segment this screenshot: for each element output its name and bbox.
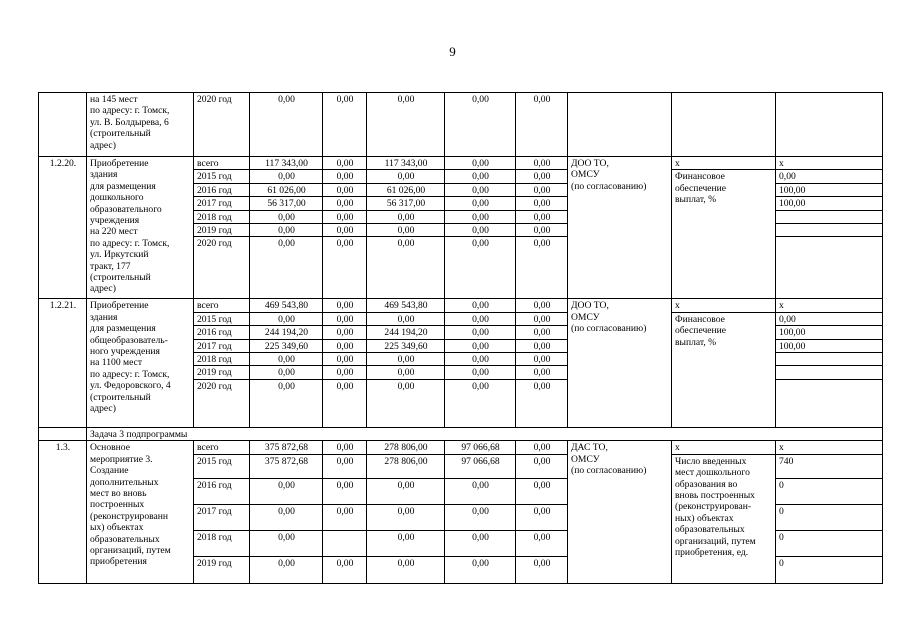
regional-cell: 0,00 <box>367 504 445 530</box>
page-number: 9 <box>449 44 456 59</box>
total-cell: 375 872,68 <box>250 441 323 454</box>
item-number-cell: 1.3. <box>39 441 87 583</box>
year-cell: 2019 год <box>194 224 250 237</box>
regional-cell: 0,00 <box>367 478 445 504</box>
total-cell: 0,00 <box>250 478 323 504</box>
federal-cell: 0,00 <box>323 224 367 237</box>
total-cell: 0,00 <box>250 210 323 223</box>
year-cell: всего <box>194 157 250 170</box>
year-cell: 2017 год <box>194 504 250 530</box>
year-cell: всего <box>194 441 250 454</box>
local-cell: 0,00 <box>445 339 516 352</box>
total-cell: 0,00 <box>250 366 323 379</box>
total-cell: 469 543,80 <box>250 299 323 312</box>
regional-cell: 225 349,60 <box>367 339 445 352</box>
item-number-cell: 1.2.21. <box>39 299 87 427</box>
year-cell: 2016 год <box>194 478 250 504</box>
local-cell: 0,00 <box>445 157 516 170</box>
local-cell: 0,00 <box>445 224 516 237</box>
indicator-cell: Финансовое обеспечение выплат, % <box>672 170 776 299</box>
total-cell: 0,00 <box>250 379 323 427</box>
total-cell: 244 194,20 <box>250 326 323 339</box>
item-name-cell: Приобретение здания для размещения дошкольного образовательного учреждения на 220 мест по адресу: г. Томск, ул. Иркутский тракт, 177 (строительный адрес) <box>87 157 194 299</box>
indicator-cell: Финансовое обеспечение выплат, % <box>672 312 776 427</box>
federal-cell: 0,00 <box>323 210 367 223</box>
task-title-cell: Задача 3 подпрограммы <box>87 427 883 440</box>
local-cell: 97 066,68 <box>445 454 516 478</box>
local-cell: 0,00 <box>445 93 516 157</box>
other-cell: 0,00 <box>516 237 568 299</box>
local-cell: 0,00 <box>445 326 516 339</box>
other-cell: 0,00 <box>516 197 568 210</box>
year-cell: 2020 год <box>194 237 250 299</box>
federal-cell: 0,00 <box>323 312 367 325</box>
local-cell: 0,00 <box>445 556 516 583</box>
regional-cell: 0,00 <box>367 556 445 583</box>
regional-cell: 0,00 <box>367 366 445 379</box>
other-cell: 0,00 <box>516 170 568 183</box>
year-cell: 2015 год <box>194 454 250 478</box>
table-row <box>39 157 883 170</box>
local-cell: 0,00 <box>445 366 516 379</box>
total-cell: 0,00 <box>250 93 323 157</box>
task-cell <box>39 427 87 440</box>
regional-cell: 117 343,00 <box>367 157 445 170</box>
target-cell <box>776 366 883 379</box>
year-cell: 2018 год <box>194 530 250 556</box>
year-cell: всего <box>194 299 250 312</box>
local-cell: 0,00 <box>445 237 516 299</box>
year-cell: 2019 год <box>194 556 250 583</box>
federal-cell: 0,00 <box>323 197 367 210</box>
local-cell: 0,00 <box>445 210 516 223</box>
regional-cell: 0,00 <box>367 210 445 223</box>
local-cell: 0,00 <box>445 504 516 530</box>
local-cell: 0,00 <box>445 478 516 504</box>
year-cell: 2020 год <box>194 379 250 427</box>
target-cell <box>776 210 883 223</box>
year-cell: 2019 год <box>194 366 250 379</box>
regional-cell: 0,00 <box>367 224 445 237</box>
target-cell: 740 <box>776 454 883 478</box>
federal-cell: 0,00 <box>323 183 367 196</box>
local-cell: 97 066,68 <box>445 441 516 454</box>
other-cell: 0,00 <box>516 224 568 237</box>
other-cell: 0,00 <box>516 183 568 196</box>
target-cell: x <box>776 157 883 170</box>
program-table <box>38 92 883 584</box>
year-cell: 2017 год <box>194 197 250 210</box>
executor-cell <box>568 93 672 157</box>
year-cell: 2018 год <box>194 353 250 366</box>
federal-cell <box>323 530 367 556</box>
total-cell: 0,00 <box>250 237 323 299</box>
other-cell: 0,00 <box>516 556 568 583</box>
federal-cell: 0,00 <box>323 379 367 427</box>
item-name-cell: Приобретение здания для размещения общеобразователь- ного учреждения на 1100 мест по адресу: г. Томск, ул. Федоровского, 4 (строительный адрес) <box>87 299 194 427</box>
table-row <box>39 299 883 312</box>
indicator-cell: x <box>672 441 776 454</box>
target-cell: 100,00 <box>776 339 883 352</box>
regional-cell: 278 806,00 <box>367 454 445 478</box>
target-cell: 0,00 <box>776 170 883 183</box>
total-cell: 0,00 <box>250 504 323 530</box>
total-cell: 0,00 <box>250 353 323 366</box>
indicator-cell: x <box>672 299 776 312</box>
other-cell: 0,00 <box>516 326 568 339</box>
total-cell: 0,00 <box>250 530 323 556</box>
year-cell: 2016 год <box>194 183 250 196</box>
regional-cell: 0,00 <box>367 237 445 299</box>
other-cell: 0,00 <box>516 93 568 157</box>
indicator-cell <box>672 93 776 157</box>
total-cell: 56 317,00 <box>250 197 323 210</box>
year-cell: 2015 год <box>194 312 250 325</box>
other-cell: 0,00 <box>516 353 568 366</box>
local-cell: 0,00 <box>445 183 516 196</box>
other-cell: 0,00 <box>516 210 568 223</box>
federal-cell: 0,00 <box>323 441 367 454</box>
target-cell: 0 <box>776 556 883 583</box>
target-cell <box>776 379 883 427</box>
target-cell: 0 <box>776 478 883 504</box>
target-cell: 0,00 <box>776 312 883 325</box>
federal-cell: 0,00 <box>323 299 367 312</box>
target-cell: 0 <box>776 530 883 556</box>
local-cell: 0,00 <box>445 379 516 427</box>
item-name-cell: на 145 мест по адресу: г. Томск, ул. В. Болдырева, 6 (строительный адрес) <box>87 93 194 157</box>
total-cell: 375 872,68 <box>250 454 323 478</box>
total-cell: 0,00 <box>250 312 323 325</box>
federal-cell: 0,00 <box>323 237 367 299</box>
table-row <box>39 93 883 157</box>
executor-cell: ДОО ТО, ОМСУ (по согласованию) <box>568 299 672 427</box>
regional-cell: 0,00 <box>367 353 445 366</box>
total-cell: 225 349,60 <box>250 339 323 352</box>
regional-cell: 56 317,00 <box>367 197 445 210</box>
year-cell: 2018 год <box>194 210 250 223</box>
other-cell: 0,00 <box>516 478 568 504</box>
table-row <box>39 427 883 440</box>
total-cell: 117 343,00 <box>250 157 323 170</box>
target-cell: 0 <box>776 504 883 530</box>
target-cell <box>776 93 883 157</box>
local-cell: 0,00 <box>445 530 516 556</box>
total-cell: 0,00 <box>250 556 323 583</box>
other-cell: 0,00 <box>516 441 568 454</box>
executor-cell: ДАС ТО, ОМСУ (по согласованию) <box>568 441 672 583</box>
target-cell <box>776 224 883 237</box>
federal-cell: 0,00 <box>323 93 367 157</box>
other-cell: 0,00 <box>516 366 568 379</box>
target-cell: 100,00 <box>776 326 883 339</box>
indicator-cell: x <box>672 157 776 170</box>
federal-cell: 0,00 <box>323 157 367 170</box>
regional-cell: 61 026,00 <box>367 183 445 196</box>
target-cell: 100,00 <box>776 197 883 210</box>
year-cell: 2017 год <box>194 339 250 352</box>
other-cell: 0,00 <box>516 530 568 556</box>
regional-cell: 244 194,20 <box>367 326 445 339</box>
total-cell: 0,00 <box>250 170 323 183</box>
federal-cell: 0,00 <box>323 556 367 583</box>
other-cell: 0,00 <box>516 504 568 530</box>
regional-cell: 0,00 <box>367 379 445 427</box>
item-number-cell: 1.2.20. <box>39 157 87 299</box>
target-cell: 100,00 <box>776 183 883 196</box>
other-cell: 0,00 <box>516 299 568 312</box>
indicator-cell: Число введенных мест дошкольного образования во вновь построенных (реконструирован- ных) объектах образовательных организаций, путем приобретения, ед. <box>672 454 776 583</box>
federal-cell: 0,00 <box>323 326 367 339</box>
local-cell: 0,00 <box>445 312 516 325</box>
total-cell: 0,00 <box>250 224 323 237</box>
target-cell: x <box>776 299 883 312</box>
table-row <box>39 441 883 454</box>
regional-cell: 0,00 <box>367 93 445 157</box>
year-cell: 2015 год <box>194 170 250 183</box>
executor-cell: ДОО ТО, ОМСУ (по согласованию) <box>568 157 672 299</box>
target-cell <box>776 353 883 366</box>
target-cell <box>776 237 883 299</box>
federal-cell: 0,00 <box>323 504 367 530</box>
federal-cell: 0,00 <box>323 478 367 504</box>
regional-cell: 0,00 <box>367 312 445 325</box>
regional-cell: 0,00 <box>367 530 445 556</box>
total-cell: 61 026,00 <box>250 183 323 196</box>
other-cell: 0,00 <box>516 379 568 427</box>
local-cell: 0,00 <box>445 170 516 183</box>
item-number-cell <box>39 93 87 157</box>
regional-cell: 469 543,80 <box>367 299 445 312</box>
other-cell: 0,00 <box>516 339 568 352</box>
target-cell: x <box>776 441 883 454</box>
federal-cell: 0,00 <box>323 170 367 183</box>
year-cell: 2016 год <box>194 326 250 339</box>
year-cell: 2020 год <box>194 93 250 157</box>
local-cell: 0,00 <box>445 353 516 366</box>
federal-cell: 0,00 <box>323 454 367 478</box>
other-cell: 0,00 <box>516 454 568 478</box>
regional-cell: 0,00 <box>367 170 445 183</box>
other-cell: 0,00 <box>516 157 568 170</box>
federal-cell: 0,00 <box>323 339 367 352</box>
local-cell: 0,00 <box>445 299 516 312</box>
federal-cell: 0,00 <box>323 366 367 379</box>
federal-cell: 0,00 <box>323 353 367 366</box>
local-cell: 0,00 <box>445 197 516 210</box>
item-name-cell: Основное мероприятие 3. Создание дополнительных мест во вновь построенных (реконструированн ых) объектах образовательных организаций, путем приобретения <box>87 441 194 583</box>
regional-cell: 278 806,00 <box>367 441 445 454</box>
other-cell: 0,00 <box>516 312 568 325</box>
